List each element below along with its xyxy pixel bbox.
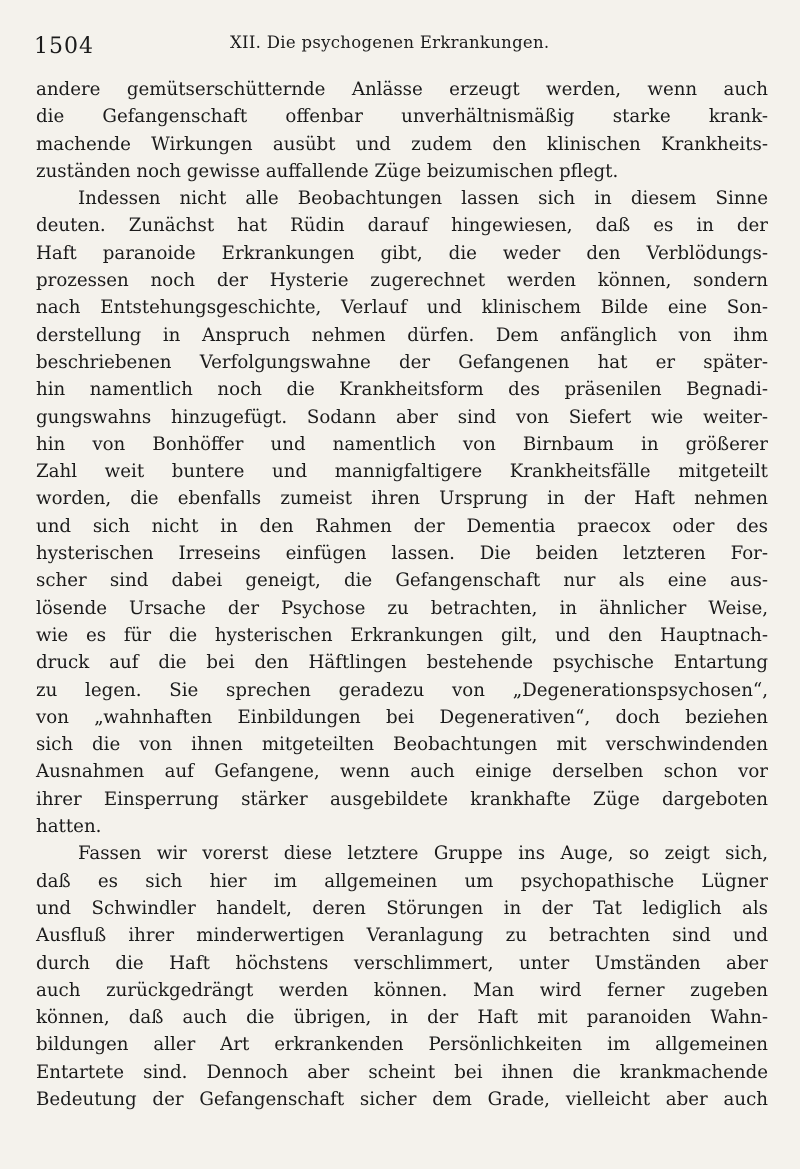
text-line: und sich nicht in den Rahmen der Dementia praecox oder des — [36, 515, 768, 537]
text-line: Bedeutung der Gefangenschaft sicher dem Grade, vielleicht aber auch — [36, 1088, 768, 1110]
text-line: zuständen noch gewisse auffallende Züge beizumischen pflegt. — [36, 160, 619, 182]
page-number: 1504 — [34, 34, 94, 59]
text-line: und Schwindler handelt, deren Störungen in der Tat lediglich als — [36, 897, 768, 919]
text-line: Zahl weit buntere und mannigfaltigere Krankheitsfälle mitgeteilt — [36, 461, 768, 483]
text-line: Indessen nicht alle Beobachtungen lassen sich in diesem Sinne — [78, 188, 768, 210]
text-line: derstellung in Anspruch nehmen dürfen. Dem anfänglich von ihm — [36, 324, 768, 346]
text-line: scher sind dabei geneigt, die Gefangenschaft nur als eine aus- — [36, 570, 768, 592]
text-line: auch zurückgedrängt werden können. Man wird ferner zugeben — [36, 979, 768, 1001]
text-line: sich die von ihnen mitgeteilten Beobachtungen mit verschwindenden — [36, 734, 768, 756]
text-line: worden, die ebenfalls zumeist ihren Ursprung in der Haft nehmen — [36, 488, 768, 510]
text-line: hin namentlich noch die Krankheitsform des präsenilen Begnadi- — [36, 379, 768, 401]
text-line: Haft paranoide Erkrankungen gibt, die weder den Verblödungs- — [36, 242, 768, 264]
text-line: daß es sich hier im allgemeinen um psychopathische Lügner — [36, 870, 768, 892]
text-line: gungswahns hinzugefügt. Sodann aber sind von Siefert wie weiter- — [36, 406, 768, 428]
text-line: Entartete sind. Dennoch aber scheint bei ihnen die krankmachende — [36, 1061, 768, 1083]
text-line: die Gefangenschaft offenbar unverhältnismäßig starke krank- — [36, 106, 768, 128]
text-line: hin von Bonhöffer und namentlich von Birnbaum in größerer — [36, 433, 768, 455]
text-line: Fassen wir vorerst diese letztere Gruppe ins Auge, so zeigt sich, — [78, 843, 768, 865]
text-line: nach Entstehungsgeschichte, Verlauf und klinischem Bilde eine Son- — [36, 297, 768, 319]
paragraph — [36, 185, 768, 840]
text-line: lösende Ursache der Psychose zu betrachten, in ähnlicher Weise, — [36, 597, 768, 619]
page-header — [34, 30, 766, 60]
text-line: von „wahnhaften Einbildungen bei Degenerativen“, doch beziehen — [36, 706, 768, 728]
text-line: druck auf die bei den Häftlingen bestehende psychische Entartung — [36, 652, 768, 674]
text-line: beschriebenen Verfolgungswahne der Gefangenen hat er später- — [36, 351, 768, 373]
text-line: durch die Haft höchstens verschlimmert, unter Umständen aber — [36, 952, 768, 974]
text-line: zu legen. Sie sprechen geradezu von „Degenerationspsychosen“, — [36, 679, 768, 701]
text-line: können, daß auch die übrigen, in der Haft mit paranoiden Wahn- — [36, 1007, 768, 1029]
text-line: hysterischen Irreseins einfügen lassen. Die beiden letzteren For- — [36, 543, 768, 565]
text-line: ihrer Einsperrung stärker ausgebildete krankhafte Züge dargeboten — [36, 788, 768, 810]
body-text — [36, 76, 768, 1113]
running-title: XII. Die psychogenen Erkrankungen. — [230, 33, 550, 52]
text-line: Ausfluß ihrer minderwertigen Veranlagung zu betrachten sind und — [36, 925, 768, 947]
text-line: prozessen noch der Hysterie zugerechnet werden können, sondern — [36, 270, 768, 292]
text-line: deuten. Zunächst hat Rüdin darauf hingewiesen, daß es in der — [36, 215, 768, 237]
paragraph — [36, 840, 768, 1113]
paragraph — [36, 76, 768, 185]
text-line: andere gemütserschütternde Anlässe erzeugt werden, wenn auch — [36, 79, 768, 100]
text-line: machende Wirkungen ausübt und zudem den klinischen Krankheits- — [36, 133, 768, 155]
text-line: Ausnahmen auf Gefangene, wenn auch einige derselben schon vor — [36, 761, 768, 783]
text-line: wie es für die hysterischen Erkrankungen gilt, und den Hauptnach- — [36, 624, 768, 646]
text-line: hatten. — [36, 816, 102, 838]
text-line: bildungen aller Art erkrankenden Persönlichkeiten im allgemeinen — [36, 1034, 768, 1056]
